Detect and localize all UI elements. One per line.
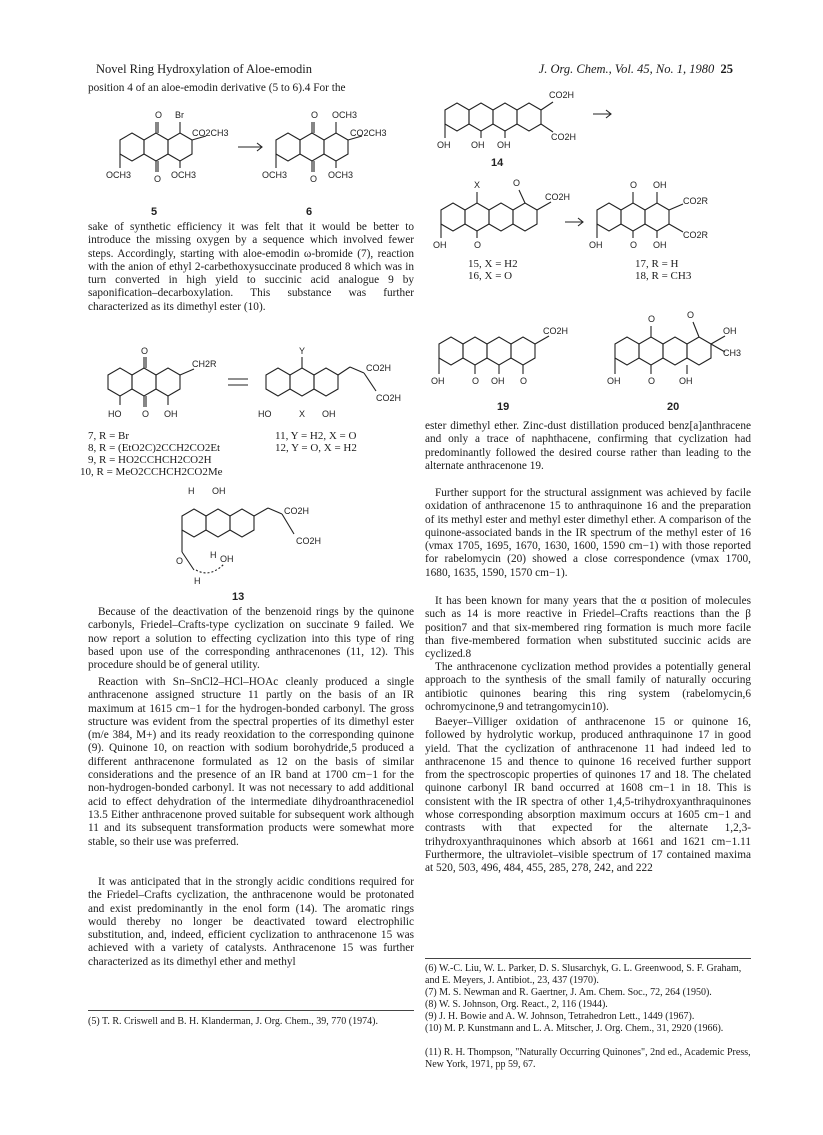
atom-ho: HO [108, 409, 122, 419]
compound-label-5: 5 [151, 206, 158, 218]
left-paragraph-reaction: Reaction with Sn–SnCl2–HCl–HOAc cleanly produced a single anthracenone assigned structure 11 partly on the basis of an IR maximum at 1615 cm−1 for the hydrogen-bonded carbonyl. The gross structure was evident from the spectral properties of its dimethyl ester (m/e 384, M+) and its ready reoxidation to the corresponding quinone (9). Quinone 10, on reaction with sodium borohydride,5 produced a different anthracenone formulated as 12 on the basis of similar considerations and the presence of an IR band at 1700 cm−1 for the non-hydrogen-bonded carbonyl. It was not necessary to add additional acid to effect dehydration of the intermediate dihydroanthracenediol 13.5 Either anthracenone proved suitable for subsequent work although 11 and its subsequent transformation products were somewhat more stable, so their use was preferred. [88, 676, 414, 848]
atom-co2r: CO2R [683, 230, 709, 240]
compound-label-17: 17, R = H [635, 258, 679, 270]
atom-o: O [648, 314, 656, 324]
atom-oh: OH [653, 180, 667, 190]
atom-h: H [188, 486, 195, 496]
atom-y: Y [299, 346, 306, 356]
scheme-compound-19-and-20 [425, 290, 751, 418]
footnote-11: (11) R. H. Thompson, "Naturally Occurring Quinones", 2nd ed., Academic Press, New York, 1971, pp 59, 67. [425, 1047, 751, 1070]
atom-o: O [474, 240, 482, 250]
atom-h: H [210, 550, 217, 560]
right-paragraph-method: The anthracenone cyclization method provides a potentially general approach to the synthesis of the small family of naturally occuring antibiotic quinones bearing this ring system (rabelomycin,6 ochromycinone,9 and tetrangomycin10). [425, 661, 751, 713]
compound-label-18: 18, R = CH3 [635, 270, 692, 282]
compound-label-12: 12, Y = O, X = H2 [275, 442, 357, 454]
compound-label-11: 11, Y = H2, X = O [275, 430, 357, 442]
atom-oh: OH [491, 376, 505, 386]
atom-co2h: CO2H [376, 393, 402, 403]
atom-oh: OH [164, 409, 178, 419]
right-paragraph-known: It has been known for many years that the α position of molecules such as 14 is more reactive in Friedel–Crafts reactions than the β position7 and that six-membered ring formation is much more facile than five-membered formation when substituted succinic acids are cyclized.8 [425, 595, 751, 661]
atom-o: O [687, 310, 695, 320]
atom-co2h: CO2H [549, 90, 575, 100]
atom-o: O [630, 240, 638, 250]
scheme-compound-7-to-12 [88, 345, 414, 425]
atom-oh: OH [437, 140, 451, 150]
right-paragraph-further: Further support for the structural assignment was achieved by facile oxidation of anthracenone 15 to anthraquinone 16 and the preparation of its methyl ester and methyl ester dimethyl ether. A comparison of the quinone-associated bands in the IR spectrum of the methyl ester of 16 (νmax 1705, 1695, 1670, 1630, 1600, 1590 cm−1) with those reported for rabelomycin (20) showed a close correspondence (νmax 1700, 1680, 1635, 1590, 1570 cm−1). [425, 487, 751, 579]
atom-o: O [155, 110, 163, 120]
right-paragraph-baeyer: Baeyer–Villiger oxidation of anthracenone 15 or quinone 16, followed by hydrolytic workup, produced anthraquinone 17 in good yield. That the cyclization of anthracenone 11 had indeed led to anthracenone 15 and thence to quinone 16 received further support from the spectroscopic properties of quinones 17 and 18. The chelated quinone carbonyl IR band occurred at 1608 cm−1 in 18. This is consistent with the IR spectra of other 1,4,5-trihydroxyanthraquinones whose corresponding absorption maximum occurs at 1605 cm−1 and contrasts with that expected for the alternate 1,2,3-trihydroxyanthraquinones which absorb at 1661 and 1621 cm−1.11 Furthermore, the ultraviolet–visible spectrum of 17 contained maxima at 520, 503, 496, 484, 455, 285, 278, 242, and 222 [425, 716, 751, 875]
right-paragraph-ester: ester dimethyl ether. Zinc-dust distillation produced benz[a]anthracene and only a trace of naphthacene, confirming that cyclization had predominantly followed the desired course rather than leading to the alternate anthracenone 19. [425, 420, 751, 472]
structure-compound-14 [425, 84, 751, 172]
atom-oh: OH [723, 326, 737, 336]
compound-label-6: 6 [306, 206, 313, 218]
compound-label-16: 16, X = O [468, 270, 513, 282]
atom-o: O [630, 180, 638, 190]
compound-label-14: 14 [491, 157, 504, 169]
atom-co2h: CO2H [284, 506, 310, 516]
atom-o: O [141, 346, 149, 356]
left-paragraph-sake: sake of synthetic efficiency it was felt that it would be better to introduce the missing oxygen by a sequence which involved fewer steps. Accordingly, starting with aloe-emodin ω-bromide (7), reaction with the anion of ethyl 2-carbethoxysuccinate produced 8 which was in turn converted in high yield to succinic acid analogue 9 by saponification–decarboxylation. This substance was further characterized as its dimethyl ester (10). [88, 221, 414, 313]
running-header-journal [539, 62, 733, 77]
atom-och3: OCH3 [328, 170, 354, 180]
atom-ch2r: CH2R [192, 359, 217, 369]
atom-o: O [472, 376, 480, 386]
atom-x: X [474, 180, 481, 190]
atom-co2h: CO2H [545, 192, 571, 202]
atom-co2ch3: CO2CH3 [192, 128, 229, 138]
atom-oh: OH [471, 140, 485, 150]
compound-label-20: 20 [667, 401, 680, 413]
atom-o: O [648, 376, 656, 386]
atom-oh: OH [607, 376, 621, 386]
atom-och3: OCH3 [171, 170, 197, 180]
left-paragraph-anticipated: It was anticipated that in the strongly acidic conditions required for the Friedel–Crafts cyclization, the anthracenone would be protonated and exist predominantly in the enol form (14). The aromatic rings would thereby no longer be deactivated toward electrophilic substitution, and, indeed, efficient cyclization to anthracenone 15 was achieved with a variety of catalysts. Anthracenone 15 was further characterized as its dimethyl ether and methyl [88, 876, 414, 968]
atom-och3: OCH3 [332, 110, 358, 120]
footnote-divider-left [88, 1010, 414, 1011]
atom-co2r: CO2R [683, 196, 709, 206]
compound-label-15: 15, X = H2 [468, 258, 518, 270]
atom-oh: OH [433, 240, 447, 250]
atom-och3: OCH3 [262, 170, 288, 180]
atom-br: Br [175, 110, 184, 120]
atom-oh: OH [212, 486, 226, 496]
atom-h: H [194, 576, 201, 586]
atom-oh: OH [589, 240, 603, 250]
atom-ch3: CH3 [723, 348, 742, 358]
atom-o: O [311, 110, 319, 120]
atom-ho: HO [258, 409, 272, 419]
atom-o: O [513, 178, 521, 188]
atom-oh: OH [322, 409, 336, 419]
page-number: 25 [720, 62, 733, 76]
atom-o: O [142, 409, 150, 419]
journal-citation: J. Org. Chem., Vol. 45, No. 1, 1980 [538, 62, 715, 76]
footnote-8: (8) W. S. Johnson, Org. React., 2, 116 (1944). [425, 999, 608, 1010]
atom-oh: OH [497, 140, 511, 150]
running-header-title: Novel Ring Hydroxylation of Aloe-emodin [96, 62, 312, 76]
atom-x: X [299, 409, 306, 419]
atom-o: O [176, 556, 184, 566]
compound-label-10: 10, R = MeO2CCHCH2CO2Me [80, 466, 223, 478]
atom-o: O [310, 174, 318, 184]
atom-co2h: CO2H [366, 363, 392, 373]
compound-label-13: 13 [232, 591, 245, 602]
left-paragraph-because: Because of the deactivation of the benzenoid rings by the quinone carbonyls, Friedel–Crafts-type cyclization on succinate 9 failed. We now report a solution to effecting cyclization into this type of ring based upon use of the corresponding anthracenones (11, 12). This procedure should be of general utility. [88, 606, 414, 672]
structure-compound-13 [150, 482, 370, 602]
atom-oh: OH [431, 376, 445, 386]
footnote-divider-right [425, 958, 751, 959]
atom-co2h: CO2H [296, 536, 322, 546]
footnote-6: (6) W.-C. Liu, W. L. Parker, D. S. Slusarchyk, G. L. Greenwood, S. F. Graham, and E. Meyers, J. Antibiot., 23, 437 (1970). [425, 963, 742, 986]
atom-co2h: CO2H [551, 132, 577, 142]
atom-co2ch3: CO2CH3 [350, 128, 387, 138]
atom-o: O [520, 376, 528, 386]
atom-o: O [154, 174, 162, 184]
left-paragraph-top: position 4 of an aloe-emodin derivative (5 to 6).4 For the [88, 82, 346, 94]
footnote-9: (9) J. H. Bowie and A. W. Johnson, Tetrahedron Lett., 1449 (1967). [425, 1011, 695, 1022]
compound-label-7: 7, R = Br [88, 430, 130, 442]
atom-co2h: CO2H [543, 326, 569, 336]
compound-label-8: 8, R = (EtO2C)2CCH2CO2Et [88, 442, 221, 454]
compound-label-9: 9, R = HO2CCHCH2CO2H [88, 454, 212, 466]
footnote-5: (5) T. R. Criswell and B. H. Klanderman, J. Org. Chem., 39, 770 (1974). [88, 1016, 378, 1027]
atom-oh: OH [220, 554, 234, 564]
atom-oh: OH [679, 376, 693, 386]
scheme-compound-5-to-6 [88, 100, 414, 218]
compound-label-19: 19 [497, 401, 510, 413]
atom-oh: OH [653, 240, 667, 250]
atom-och3: OCH3 [106, 170, 132, 180]
footnote-10: (10) M. P. Kunstmann and L. A. Mitscher, J. Org. Chem., 31, 2920 (1966). [425, 1023, 724, 1034]
footnote-7: (7) M. S. Newman and R. Gaertner, J. Am. Chem. Soc., 72, 264 (1950). [425, 987, 712, 998]
